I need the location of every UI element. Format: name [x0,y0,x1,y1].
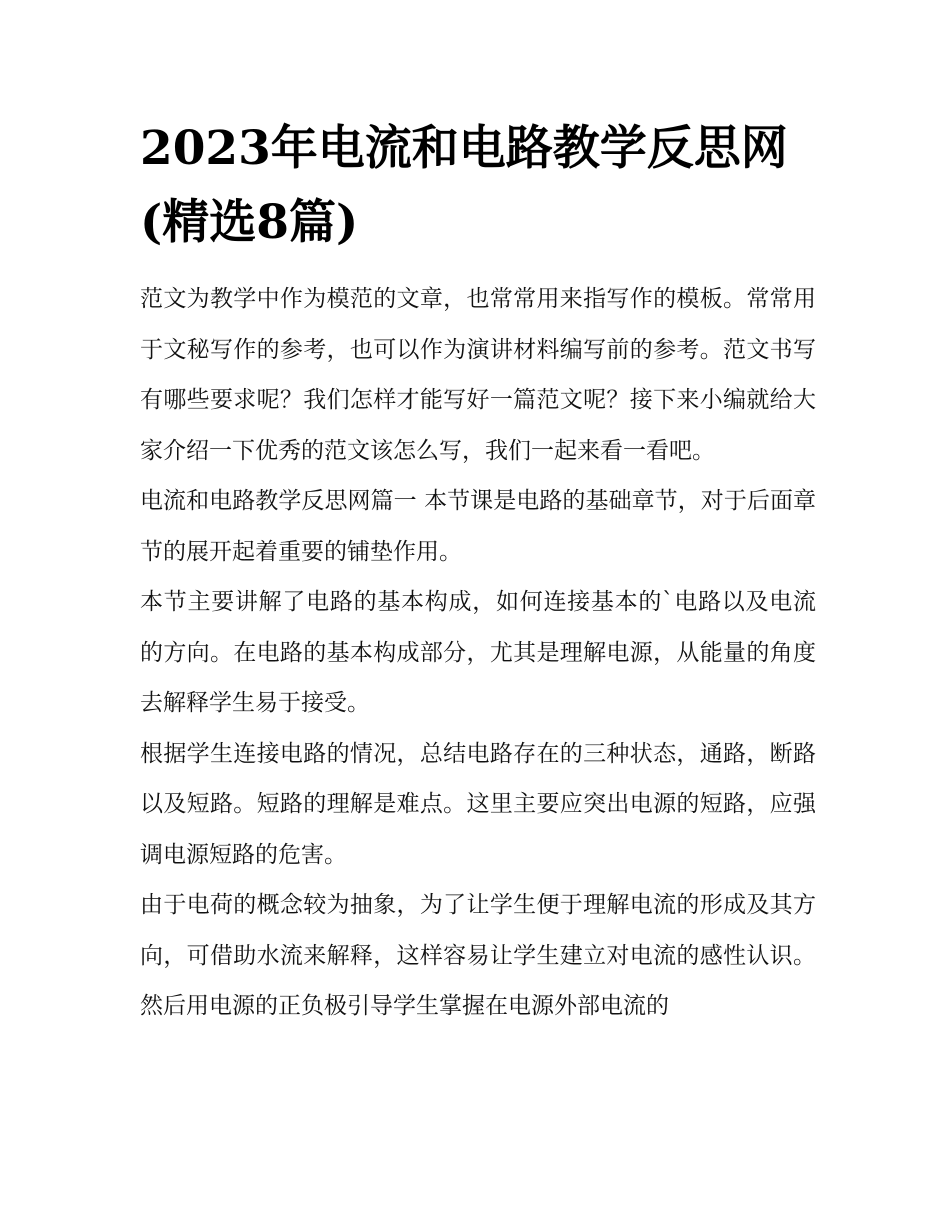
body-paragraph: 本节主要讲解了电路的基本构成，如何连接基本的`电路以及电流的方向。在电路的基本构成部分，尤其是理解电源，从能量的角度去解释学生易于接受。 [140,589,816,716]
document-body [140,274,816,1032]
document-title [140,112,820,260]
title-line-1: 2023年电流和电路教学反思网 [140,121,788,176]
body-paragraph: 根据学生连接电路的情况，总结电路存在的三种状态，通路，断路以及短路。短路的理解是难点。这里主要应突出电源的短路，应强调电源短路的危害。 [140,740,816,868]
intro-paragraph: 范文为教学中作为模范的文章，也常常用来指写作的模板。常常用于文秘写作的参考，也可以作为演讲材料编写前的参考。范文书写有哪些要求呢？我们怎样才能写好一篇范文呢？接下来小编就给大家介绍一下优秀的范文该怎么写，我们一起来看一看吧。 [140,286,816,464]
title-line-2: (精选8篇) [140,195,359,250]
body-paragraph: 电流和电路教学反思网篇一 本节课是电路的基础章节，对于后面章节的展开起着重要的铺垫作用。 [140,488,816,565]
body-paragraph: 由于电荷的概念较为抽象，为了让学生便于理解电流的形成及其方向，可借助水流来解释，这样容易让学生建立对电流的感性认识。然后用电源的正负极引导学生掌握在电源外部电流的 [140,892,816,1019]
